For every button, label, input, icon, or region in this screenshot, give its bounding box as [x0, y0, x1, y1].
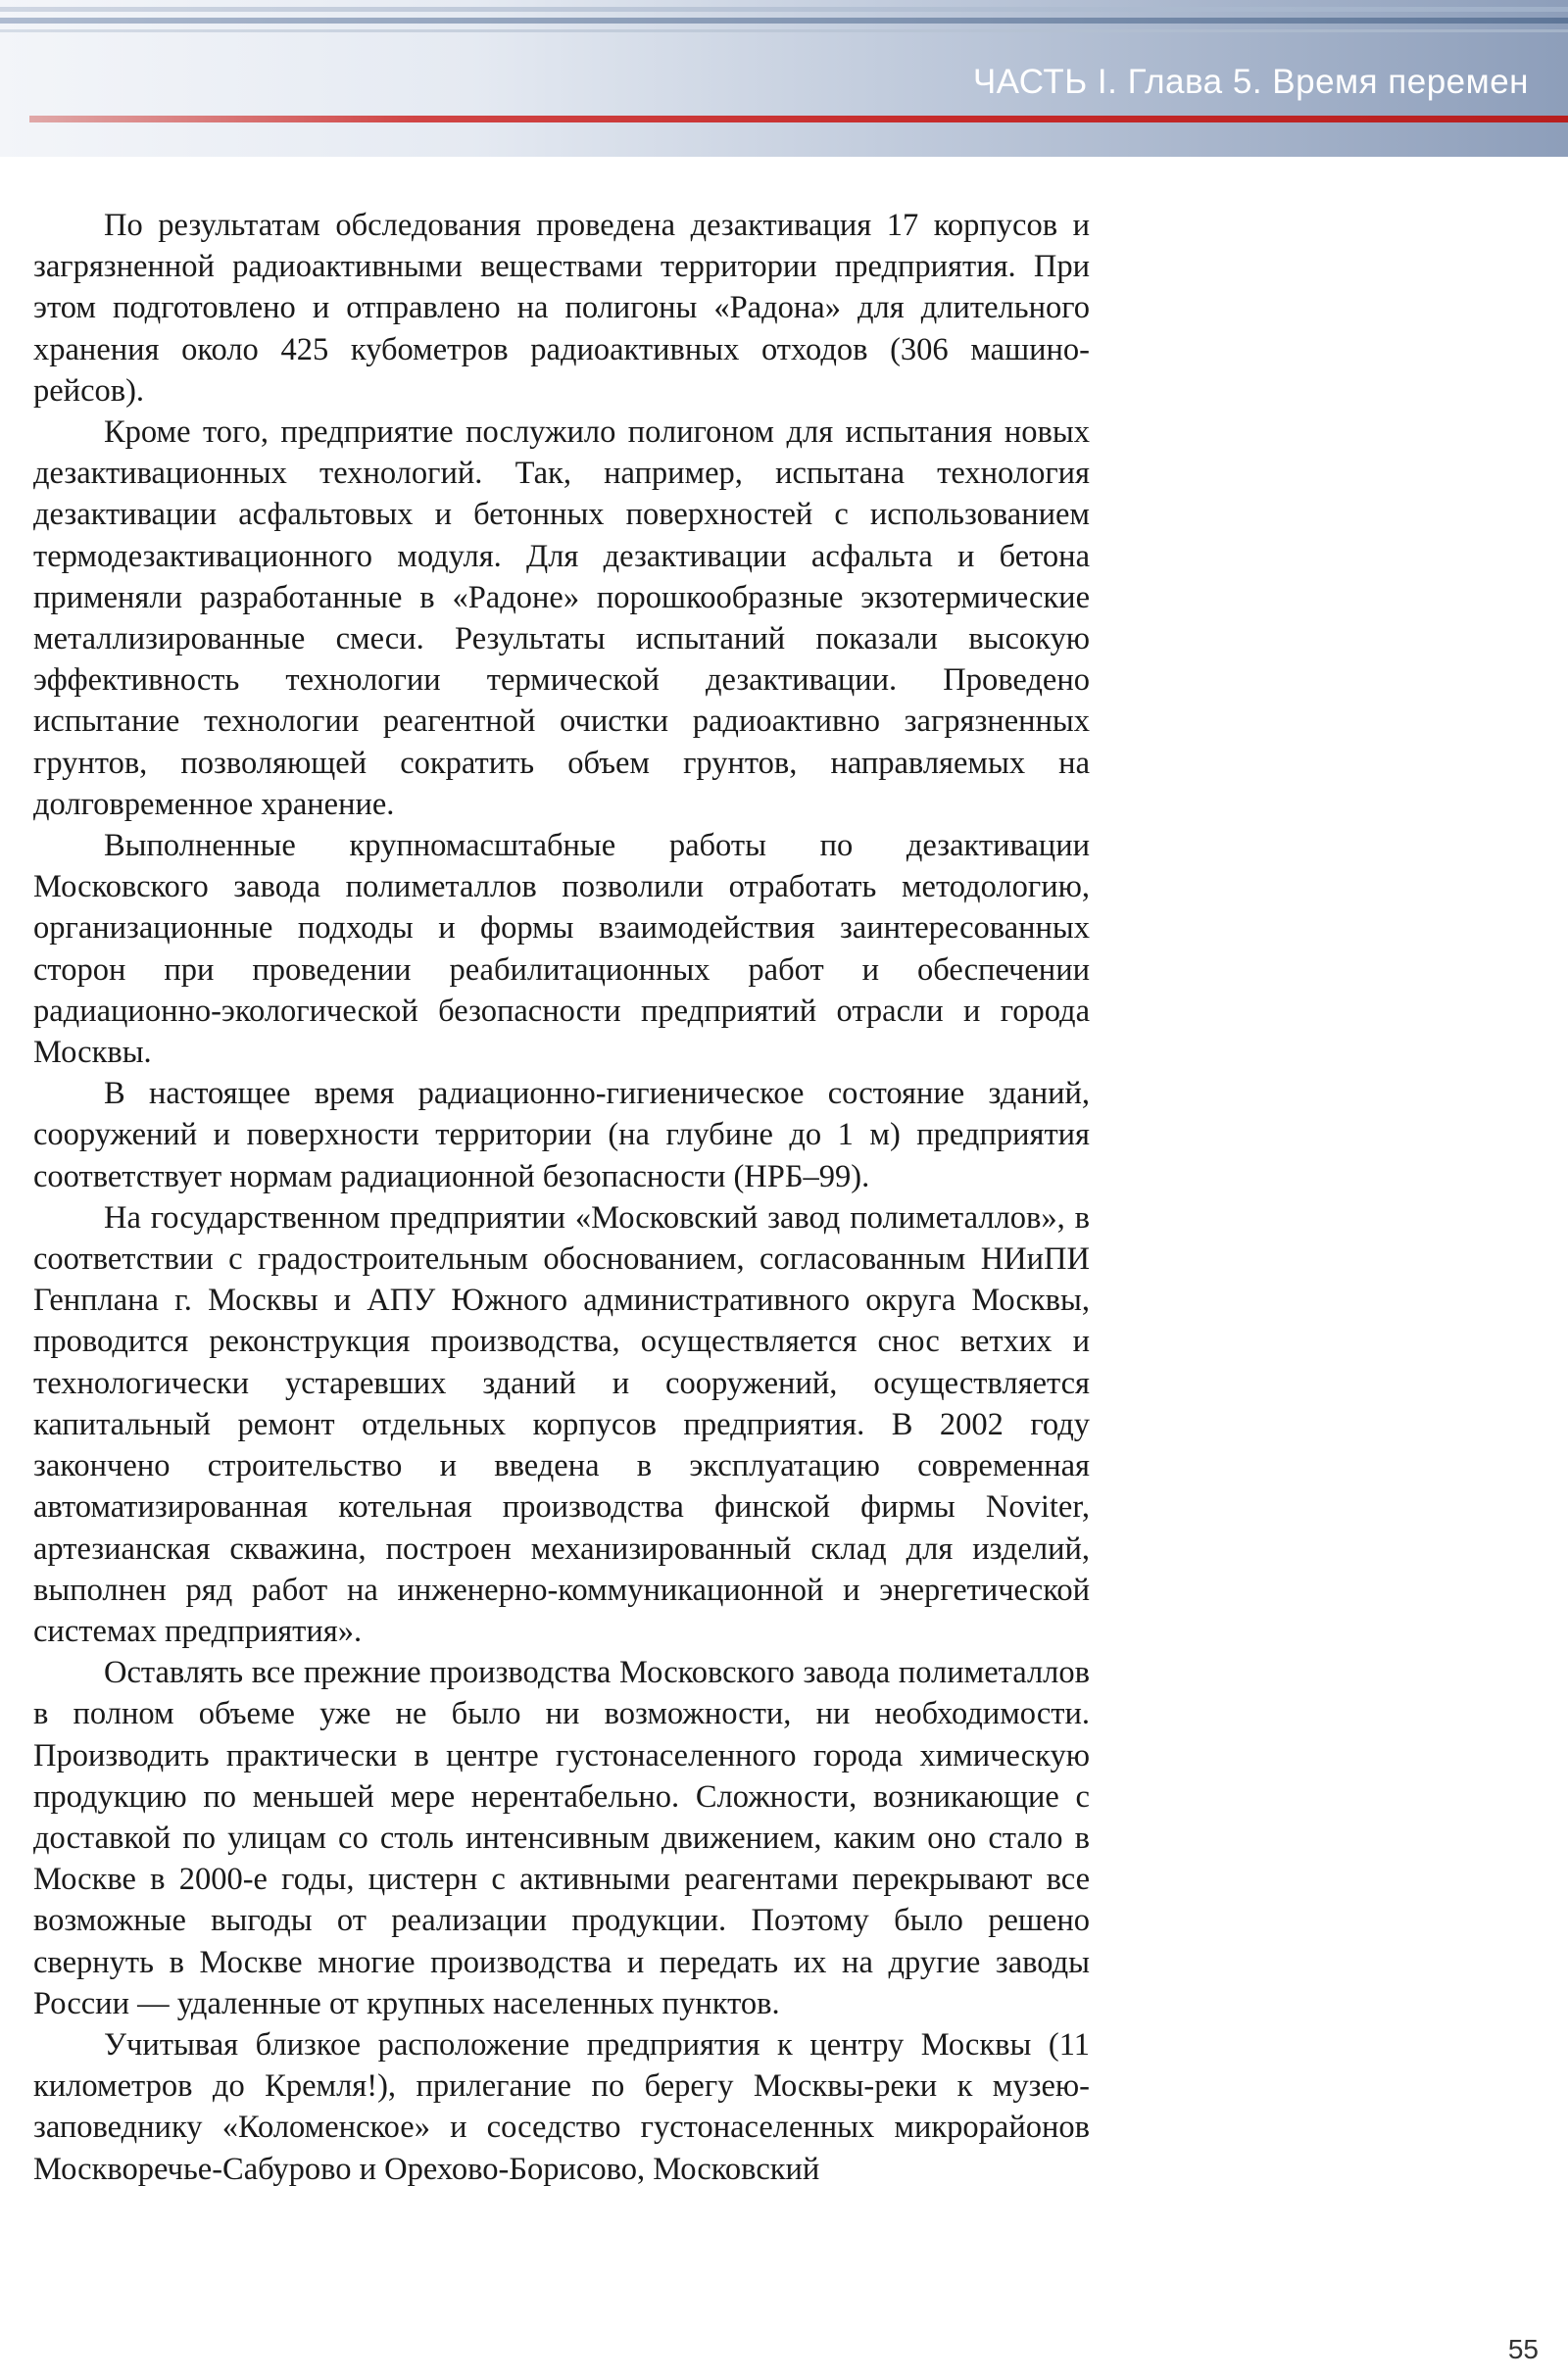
paragraph-reconstruction: На государственном предприятии «Московский завод полиметаллов», в соответствии с градостроительным обоснованием, согласованным НИиПИ Генплана г. Москвы и АПУ Южного административного округа Москвы, проводится реконструкция производства, осуществляется снос ветхих и технологически устаревших зданий и сооружений, осуществляется капитальный ремонт отдельных корпусов предприятия. В 2002 году закончено строительство и введена в эксплуатацию современная автоматизированная котельная производства финской фирмы Noviter, артезианская скважина, построен механизированный склад для изделий, выполнен ряд работ на инженерно-коммуникационной и энергетической системах предприятия».: [33, 1199, 1090, 1649]
paragraph-current-state: В настоящее время радиационно-гигиеническое состояние зданий, сооружений и поверхности территории (на глубине до 1 м) предприятия соответствует нормам радиационной безопасности (НРБ–99).: [33, 1076, 1090, 1194]
paragraph-technologies: Кроме того, предприятие послужило полигоном для испытания новых дезактивационных технологий. Так, например, испытана технология дезактивации асфальтовых и бетонных поверхностей с использованием термодезактивационного модуля. Для дезактивации асфальта и бетона применяли разработанные в «Радоне» порошкообразные экзотермические металлизированные смеси. Результаты испытаний показали высокую эффективность технологии термической дезактивации. Проведено испытание технологии реагентной очистки радиоактивно загрязненных грунтов, позволяющей сократить объем грунтов, направляемых на долговременное хранение.: [33, 414, 1090, 822]
header-band: [0, 0, 1568, 157]
paragraph-decontamination: По результатам обследования проведена дезактивация 17 корпусов и загрязненной радиоактивными веществами территории предприятия. При этом подготовлено и отправлено на полигоны «Радона» для длительного хранения около 425 кубометров радиоактивных отходов (306 машино-рейсов).: [33, 208, 1090, 409]
body-text: [33, 205, 1090, 2190]
paragraph-production-transfer: Оставлять все прежние производства Московского завода полиметаллов в полном объеме уже не было ни возможности, ни необходимости. Производить практически в центре густонаселенного города химическую продукцию по меньшей мере нерентабельно. Сложности, возникающие с доставкой по улицам со столь интенсивным движением, каким оно стало в Москве в 2000-е годы, цистерн с активными реагентами перекрывают все возможные выгоды от реализации продукции. Поэтому было решено свернуть в Москве многие производства и передать их на другие заводы России — удаленные от крупных населенных пунктов.: [33, 1655, 1090, 2021]
header-stripe: [0, 18, 1568, 24]
running-header-title: ЧАСТЬ I. Глава 5. Время перемен: [972, 63, 1529, 101]
paragraph-location: Учитывая близкое расположение предприятия к центру Москвы (11 километров до Кремля!), прилегание по берегу Москвы-реки к музею-заповеднику «Коломенское» и соседство густонаселенных микрорайонов Москворечье-Сабурово и Орехово-Борисово, Московский: [33, 2026, 1090, 2187]
header-red-rule: [29, 116, 1568, 122]
header-stripe: [0, 29, 1568, 32]
paragraph-methodology: Выполненные крупномасштабные работы по дезактивации Московского завода полиметаллов позволили отработать методологию, организационные подходы и формы взаимодействия заинтересованных сторон при проведении реабилитационных работ и обеспечении радиационно-экологической безопасности предприятий отрасли и города Москвы.: [33, 828, 1090, 1071]
page-number: 55: [1507, 2334, 1539, 2364]
header-stripe: [0, 7, 1568, 12]
